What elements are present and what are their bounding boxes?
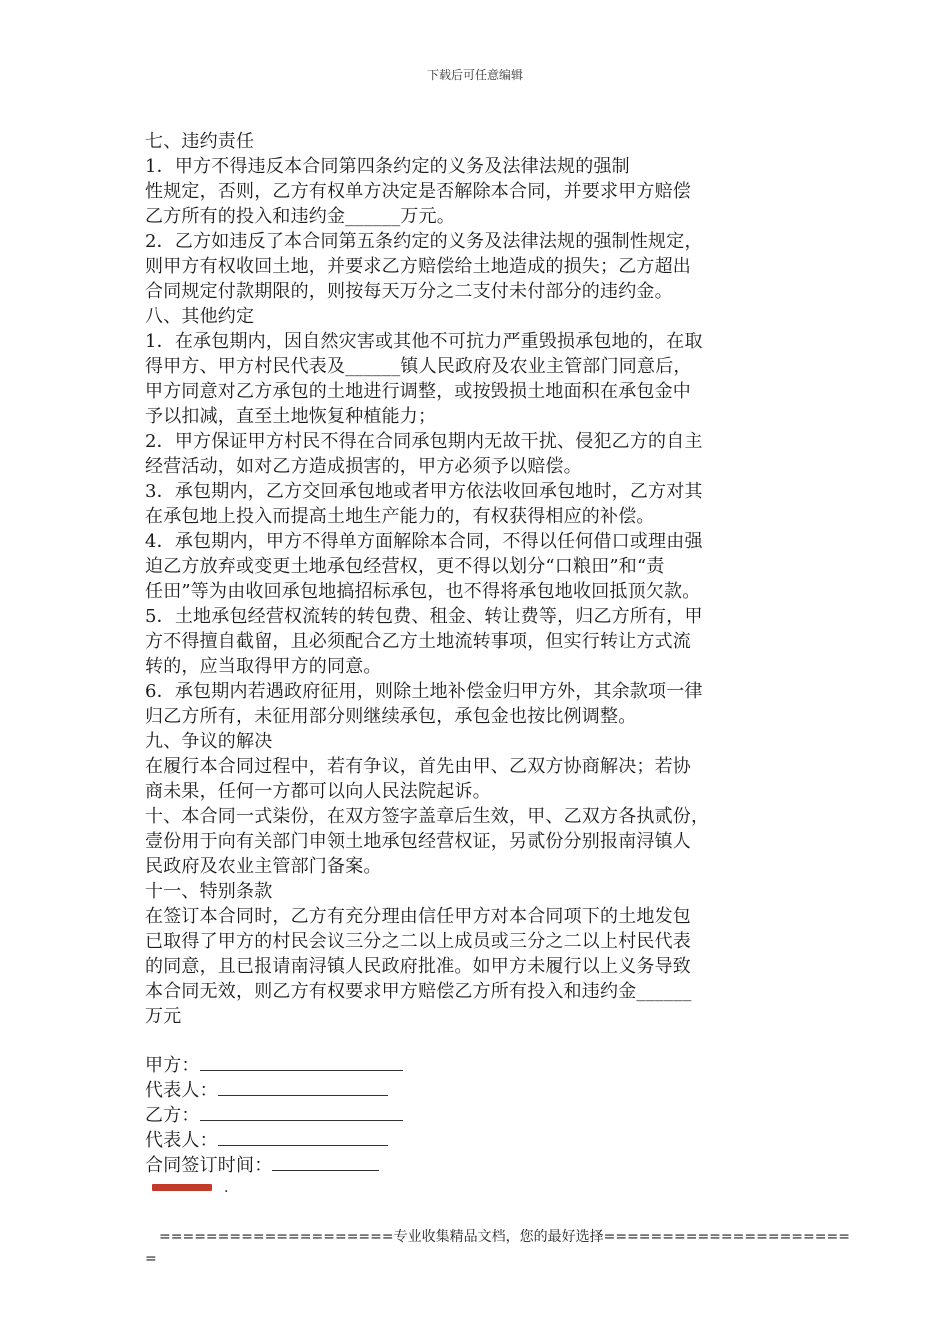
text-line: 1．在承包期内，因自然灾害或其他不可抗力严重毁损承包地的，在取 [145,331,703,352]
party-b-row [145,1102,805,1127]
text-line: 3．承包期内，乙方交回承包地或者甲方依法收回承包地时，乙方对其 [145,481,703,502]
party-a-signature-line [200,1052,403,1071]
footer-banner: ====================专业收集精品文档，您的最好选择===================== [159,1229,850,1245]
section-heading-other: 八、其他约定 [145,306,255,327]
party-b-rep-row [145,1127,805,1152]
footer-trailing-mark: = [145,1251,157,1267]
text-line: 经营活动，如对乙方造成损害的，甲方必须予以赔偿。 [145,456,582,477]
text-line: 2．乙方如违反了本合同第五条约定的义务及法律法规的强制性规定， [145,231,703,252]
text-line: 合同规定付款期限的，则按每天万分之二支付未付部分的违约金。 [145,281,673,302]
text-line: 已取得了甲方的村民会议三分之二以上成员或三分之二以上村民代表 [145,931,691,952]
text-line: 5．土地承包经营权流转的转包费、租金、转让费等，归乙方所有，甲 [145,606,703,627]
text-line: 在履行本合同过程中，若有争议，首先由甲、乙双方协商解决；若协 [145,756,691,777]
party-b-rep-signature-line [218,1127,388,1146]
text-line: 壹份用于向有关部门申领土地承包经营权证，另贰份分别报南浔镇人 [145,831,691,852]
text-line: 商未果，任何一方都可以向人民法院起诉。 [145,781,491,802]
red-seal-mark [152,1184,212,1191]
text-line: 在签订本合同时，乙方有充分理由信任甲方对本合同项下的土地发包 [145,906,691,927]
party-a-rep-label: 代表人： [145,1080,218,1101]
text-line: 民政府及农业主管部门备案。 [145,856,382,877]
section-heading-dispute: 九、争议的解决 [145,731,273,752]
text-line: 转的，应当取得甲方的同意。 [145,656,382,677]
party-b-label: 乙方： [145,1105,200,1126]
text-line: 6．承包期内若遇政府征用，则除土地补偿金归甲方外，其余款项一律 [145,681,703,702]
party-a-rep-signature-line [218,1077,388,1096]
sign-date-row [145,1152,805,1177]
text-line: 4．承包期内，甲方不得单方面解除本合同，不得以任何借口或理由强 [145,531,703,552]
text-line: 2．甲方保证甲方村民不得在合同承包期内无故干扰、侵犯乙方的自主 [145,431,703,452]
text-line: 迫乙方放弃或变更土地承包经营权，更不得以划分“口粮田”和“责 [145,556,665,577]
section-heading-copies: 十、本合同一式柒份，在双方签字盖章后生效，甲、乙双方各执贰份， [145,806,710,827]
text-line: 归乙方所有，未征用部分则继续承包，承包金也按比例调整。 [145,706,637,727]
text-line: 得甲方、甲方村民代表及______镇人民政府及农业主管部门同意后， [145,356,692,377]
section-heading-special: 十一、特别条款 [145,881,273,902]
section-heading-breach: 七、违约责任 [145,131,255,152]
text-line: 性规定，否则，乙方有权单方决定是否解除本合同，并要求甲方赔偿 [145,181,691,202]
text-line: 乙方所有的投入和违约金______万元。 [145,206,455,227]
party-a-rep-row [145,1077,805,1102]
party-b-rep-label: 代表人： [145,1130,218,1151]
contract-body [145,129,805,1177]
sign-date-label: 合同签订时间： [145,1155,273,1176]
text-line: 1．甲方不得违反本合同第四条约定的义务及法律法规的强制 [145,156,630,177]
text-line: 万元 [145,1006,182,1027]
seal-mark-row [152,1177,229,1196]
party-a-row [145,1052,805,1077]
text-line: 甲方同意对乙方承包的土地进行调整，或按毁损土地面积在承包金中 [145,381,691,402]
sign-date-line [272,1152,379,1171]
page-header: 下载后可任意编辑 [426,68,523,82]
party-b-signature-line [200,1102,403,1121]
text-line: 方不得擅自截留，且必须配合乙方土地流转事项，但实行转让方式流 [145,631,691,652]
text-line: 本合同无效，则乙方有权要求甲方赔偿乙方所有投入和违约金______ [145,981,692,1002]
seal-dot-text: . [224,1179,229,1196]
page-footer [145,1226,850,1270]
text-line: 予以扣减，直至土地恢复种植能力； [145,406,437,427]
text-line: 则甲方有权收回土地，并要求乙方赔偿给土地造成的损失；乙方超出 [145,256,691,277]
signature-block [145,1052,805,1177]
text-line: 任田”等为由收回承包地搞招标承包，也不得将承包地收回抵顶欠款。 [145,581,701,602]
text-line: 在承包地上投入而提高土地生产能力的，有权获得相应的补偿。 [145,506,655,527]
party-a-label: 甲方： [145,1055,200,1076]
text-line: 的同意，且已报请南浔镇人民政府批准。如甲方未履行以上义务导致 [145,956,691,977]
